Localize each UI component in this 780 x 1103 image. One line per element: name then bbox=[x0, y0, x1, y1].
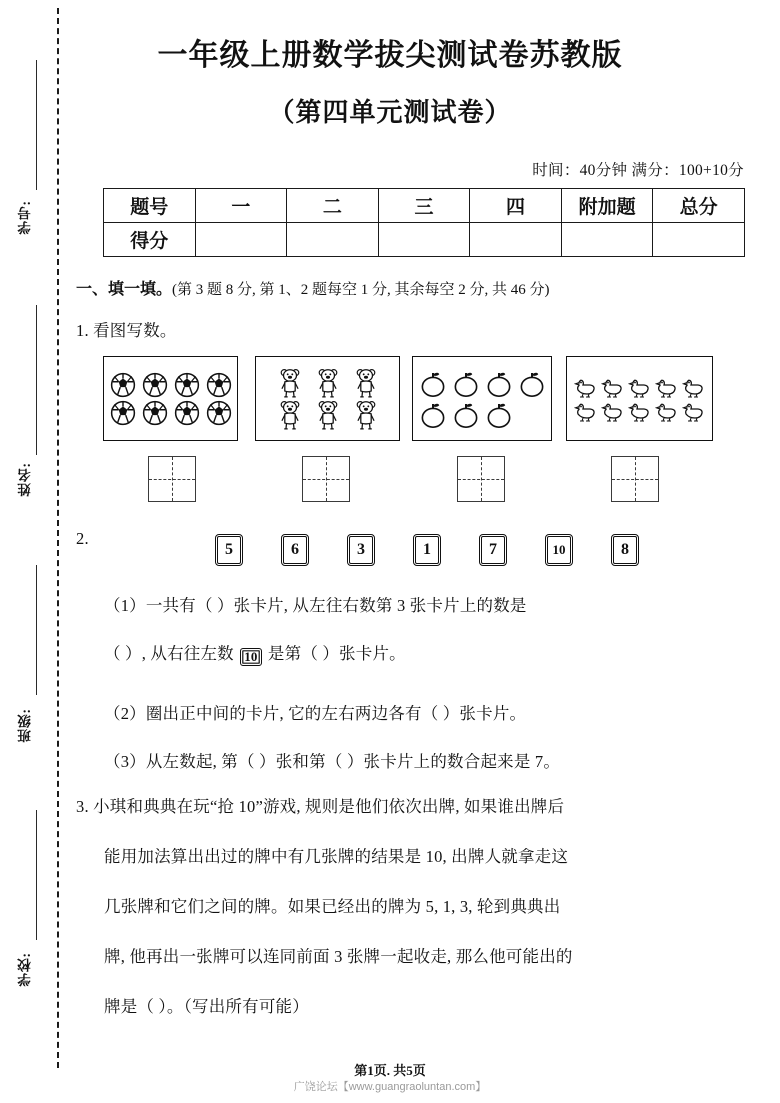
apple-icon bbox=[485, 368, 513, 398]
picture-box-bear bbox=[255, 356, 400, 441]
question-1-label: 1. 看图写数。 bbox=[76, 321, 177, 340]
margin-label-class: 班级: bbox=[18, 708, 33, 743]
duck-icon bbox=[682, 400, 706, 422]
picture-box-duck bbox=[566, 356, 713, 441]
score-header-6: 总分 bbox=[653, 189, 745, 223]
bear-icon bbox=[354, 400, 378, 430]
picture-box-soccer bbox=[103, 356, 238, 441]
score-header-0: 题号 bbox=[104, 189, 196, 223]
score-cell-5[interactable] bbox=[561, 223, 653, 257]
question-3-line-1: 3. 小琪和典典在玩“抢 10”游戏, 规则是他们依次出牌, 如果谁出牌后 bbox=[76, 797, 565, 816]
number-card-value: 6 bbox=[283, 536, 307, 564]
q2-sub1-post: 是第（ ）张卡片。 bbox=[263, 644, 406, 663]
question-2-label: 2. bbox=[76, 529, 89, 548]
soccer-ball-icon bbox=[142, 372, 168, 398]
score-header-4: 四 bbox=[470, 189, 562, 223]
margin-rule-4 bbox=[36, 810, 37, 940]
section-heading-suffix: 。 bbox=[156, 281, 173, 298]
apple-icon bbox=[452, 399, 480, 429]
apple-grid bbox=[419, 368, 546, 429]
watermark: 广饶论坛【www.guangraoluntan.com】 bbox=[293, 1081, 487, 1093]
apple-icon bbox=[485, 399, 513, 429]
number-card[interactable] bbox=[347, 534, 375, 566]
duck-icon bbox=[574, 376, 598, 398]
bear-icon bbox=[354, 368, 378, 398]
table-row-scores bbox=[104, 223, 745, 257]
score-table bbox=[103, 188, 745, 257]
margin-label-student-id: 学号: bbox=[18, 200, 33, 235]
bear-icon bbox=[278, 368, 302, 398]
duck-icon bbox=[574, 400, 598, 422]
soccer-ball-icon bbox=[110, 372, 136, 398]
number-card[interactable] bbox=[413, 534, 441, 566]
number-card-value: 3 bbox=[349, 536, 373, 564]
number-card-value: 8 bbox=[613, 536, 637, 564]
answer-box-3[interactable] bbox=[457, 456, 505, 502]
section-points: (第 3 题 8 分, 第 1、2 题每空 1 分, 其余每空 2 分, 共 46 分) bbox=[172, 282, 550, 298]
question-2-sub-3: （3）从左数起, 第（ ）张和第（ ）张卡片上的数合起来是 7。 bbox=[104, 752, 561, 771]
score-cell-3[interactable] bbox=[378, 223, 470, 257]
inline-number-card: 10 bbox=[240, 648, 261, 666]
number-card-value: 7 bbox=[481, 536, 505, 564]
question-2-sub-1: （1）一共有（ ）张卡片, 从左往右数第 3 张卡片上的数是 bbox=[104, 596, 527, 615]
section-heading bbox=[76, 276, 550, 299]
score-cell-6[interactable] bbox=[653, 223, 745, 257]
duck-icon bbox=[628, 400, 652, 422]
apple-icon bbox=[518, 368, 546, 398]
soccer-ball-icon bbox=[206, 400, 232, 426]
number-card[interactable] bbox=[281, 534, 309, 566]
margin-label-name: 姓名: bbox=[18, 462, 33, 497]
duck-icon bbox=[655, 400, 679, 422]
number-card-value: 1 bbox=[415, 536, 439, 564]
soccer-grid bbox=[110, 372, 232, 426]
number-card[interactable] bbox=[611, 534, 639, 566]
bear-icon bbox=[316, 368, 340, 398]
question-2-sub-2: （2）圈出正中间的卡片, 它的左右两边各有（ ）张卡片。 bbox=[104, 704, 527, 723]
score-header-1: 一 bbox=[195, 189, 287, 223]
answer-box-2[interactable] bbox=[302, 456, 350, 502]
score-header-3: 三 bbox=[378, 189, 470, 223]
number-card-value: 10 bbox=[547, 536, 571, 564]
soccer-ball-icon bbox=[206, 372, 232, 398]
apple-icon bbox=[452, 368, 480, 398]
q2-sub1-pre: （ ）, 从右往左数 bbox=[104, 644, 239, 663]
question-3-line-5: 牌是（ ）。（写出所有可能） bbox=[104, 997, 309, 1016]
number-card[interactable] bbox=[545, 534, 573, 566]
table-row-headers bbox=[104, 189, 745, 223]
number-card[interactable] bbox=[215, 534, 243, 566]
margin-rule-3 bbox=[36, 565, 37, 695]
score-row-label: 得分 bbox=[104, 223, 196, 257]
margin-label-school: 学校: bbox=[18, 952, 33, 987]
soccer-ball-icon bbox=[110, 400, 136, 426]
bear-icon bbox=[316, 400, 340, 430]
soccer-ball-icon bbox=[174, 400, 200, 426]
answer-box-1[interactable] bbox=[148, 456, 196, 502]
duck-icon bbox=[601, 376, 625, 398]
score-cell-2[interactable] bbox=[287, 223, 379, 257]
score-cell-1[interactable] bbox=[195, 223, 287, 257]
score-header-2: 二 bbox=[287, 189, 379, 223]
score-header-5: 附加题 bbox=[561, 189, 653, 223]
page-number: 第1页. 共5页 bbox=[354, 1063, 426, 1078]
section-heading-text: 一、填一填 bbox=[76, 281, 157, 298]
duck-icon bbox=[682, 376, 706, 398]
apple-icon bbox=[419, 368, 447, 398]
question-3-line-3: 几张牌和它们之间的牌。如果已经出的牌为 5, 1, 3, 轮到典典出 bbox=[104, 897, 561, 916]
page-title: 一年级上册数学拔尖测试卷苏教版 bbox=[157, 39, 623, 72]
duck-icon bbox=[601, 400, 625, 422]
bear-icon bbox=[278, 400, 302, 430]
apple-icon bbox=[419, 399, 447, 429]
question-3-line-4: 牌, 他再出一张牌可以连同前面 3 张牌一起收走, 那么他可能出的 bbox=[104, 947, 573, 966]
margin-dashed-line bbox=[57, 8, 59, 1068]
soccer-ball-icon bbox=[174, 372, 200, 398]
number-card[interactable] bbox=[479, 534, 507, 566]
question-3-line-2: 能用加法算出出过的牌中有几张牌的结果是 10, 出牌人就拿走这 bbox=[104, 847, 569, 866]
answer-box-4[interactable] bbox=[611, 456, 659, 502]
number-card-value: 5 bbox=[217, 536, 241, 564]
duck-icon bbox=[628, 376, 652, 398]
duck-icon bbox=[655, 376, 679, 398]
score-cell-4[interactable] bbox=[470, 223, 562, 257]
question-1-picture-row bbox=[0, 356, 780, 444]
exam-meta: 时间：40分钟 满分：100+10分 bbox=[532, 162, 744, 179]
bear-grid bbox=[278, 368, 378, 430]
picture-box-apple bbox=[412, 356, 552, 441]
question-2-sub-1-cont bbox=[104, 640, 406, 666]
duck-grid bbox=[574, 376, 706, 422]
soccer-ball-icon bbox=[142, 400, 168, 426]
page-subtitle: （第四单元测试卷） bbox=[268, 98, 512, 127]
